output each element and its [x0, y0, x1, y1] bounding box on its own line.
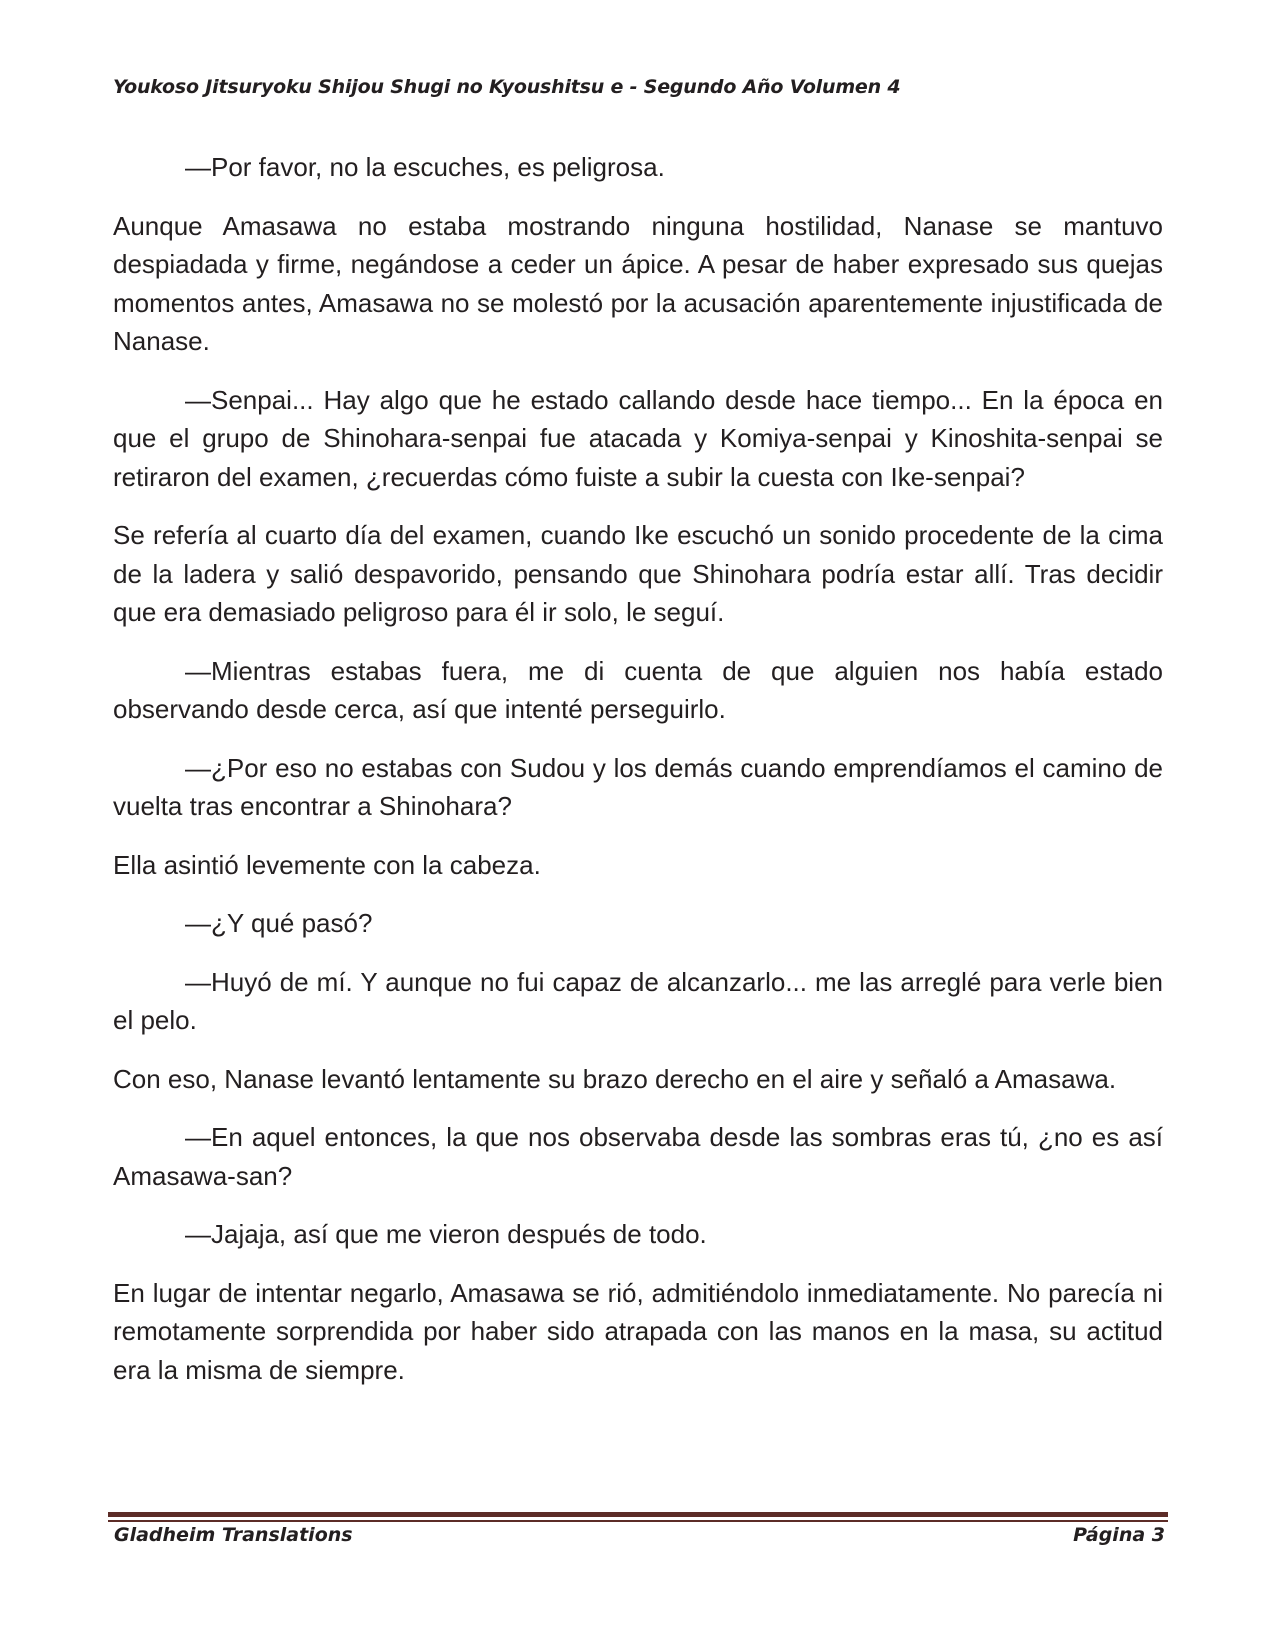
footer-page-number: Página 3 [1073, 1524, 1165, 1546]
footer-divider-thin [108, 1520, 1168, 1522]
paragraph-dialog: —Senpai... Hay algo que he estado callando desde hace tiempo... En la época en que el grupo de Shinohara-senpai fue atacada y Komiya-senpai y Kinoshita-senpai se retiraron del examen, ¿recuerdas cómo fuiste a subir la cuesta con Ike-senpai? [113, 384, 1163, 492]
paragraph-narration: Se refería al cuarto día del examen, cuando Ike escuchó un sonido procedente de la cima de la ladera y salió despavorido, pensando que Shinohara podría estar allí. Tras decidir que era demasiado peligroso para él ir solo, le seguí. [113, 520, 1163, 627]
paragraph-dialog: —¿Y qué pasó? [185, 908, 373, 938]
paragraph-narration: Aunque Amasawa no estaba mostrando ninguna hostilidad, Nanase se mantuvo despiadada y firme, negándose a ceder un ápice. A pesar de haber expresado sus quejas momentos antes, Amasawa no se molestó por la acusación aparentemente injustificada de Nanase. [113, 210, 1163, 356]
page-body [113, 148, 1163, 1409]
paragraph-narration: Con eso, Nanase levantó lentamente su brazo derecho en el aire y señaló a Amasawa. [113, 1063, 1117, 1094]
paragraph-dialog: —Huyó de mí. Y aunque no fui capaz de alcanzarlo... me las arreglé para verle bien el pelo. [113, 966, 1163, 1035]
paragraph-narration: En lugar de intentar negarlo, Amasawa se rió, admitiéndolo inmediatamente. No parecía ni remotamente sorprendida por haber sido atrapada con las manos en la masa, su actitud era la misma de siempre. [113, 1277, 1163, 1385]
paragraph-dialog: —En aquel entonces, la que nos observaba desde las sombras eras tú, ¿no es así Amasawa-san? [113, 1122, 1163, 1191]
paragraph-dialog: —Por favor, no la escuches, es peligrosa. [185, 152, 665, 182]
page-header-title: Youkoso Jitsuryoku Shijou Shugi no Kyoushitsu e - Segundo Año Volumen 4 [113, 76, 901, 98]
footer-translator-credit: Gladheim Translations [114, 1524, 353, 1546]
paragraph-dialog: —¿Por eso no estabas con Sudou y los demás cuando emprendíamos el camino de vuelta tras encontrar a Shinohara? [113, 752, 1163, 821]
paragraph-dialog: —Jajaja, así que me vieron después de todo. [185, 1219, 707, 1249]
footer-divider-thick [108, 1512, 1168, 1517]
paragraph-dialog: —Mientras estabas fuera, me di cuenta de que alguien nos había estado observando desde cerca, así que intenté perseguirlo. [113, 655, 1163, 724]
paragraph-narration: Ella asintió levemente con la cabeza. [113, 849, 541, 880]
